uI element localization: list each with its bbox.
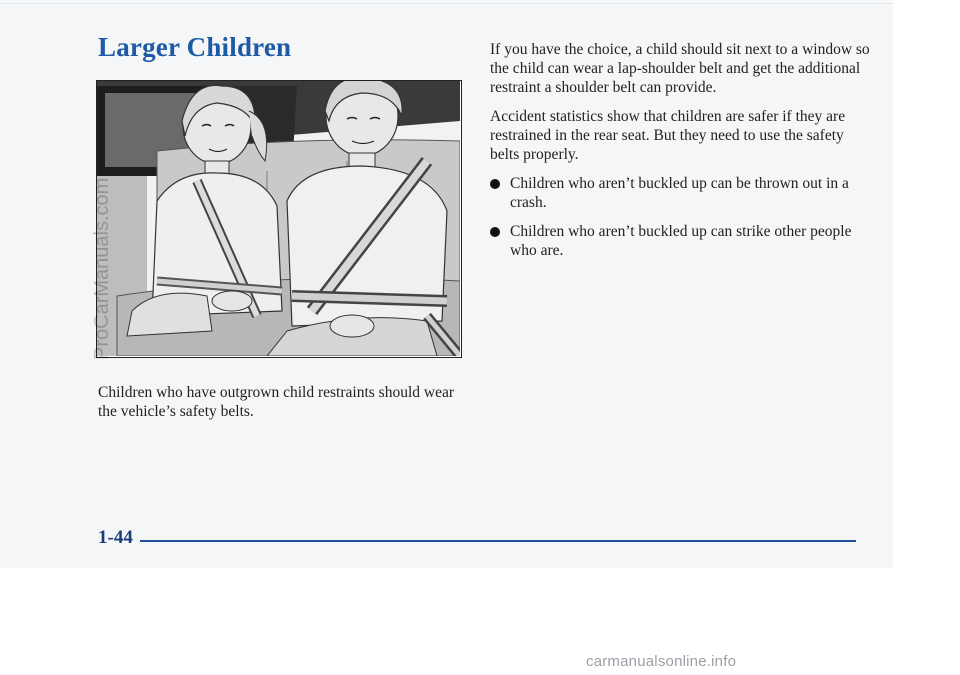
bullet-text: Children who aren’t buckled up can strike other people who are. (510, 223, 852, 259)
paragraph-window-seat: If you have the choice, a child should sit next to a window so the child can wear a lap-shoulder belt and get the additional restraint a shoulder belt can provide. (490, 41, 870, 96)
right-column (490, 40, 870, 270)
bullet-text: Children who aren’t buckled up can be thrown out in a crash. (510, 175, 849, 211)
footer-divider (140, 540, 856, 542)
bullet-icon (490, 227, 500, 237)
side-watermark: ProCarManuals.com (91, 177, 113, 360)
bullet-list (490, 174, 870, 260)
figure-caption: Children who have outgrown child restraints should wear the vehicle’s safety belts. (98, 384, 454, 420)
list-item (490, 222, 870, 260)
top-divider (0, 3, 893, 4)
page-title: Larger Children (98, 32, 292, 62)
bottom-watermark: carmanualsonline.info (586, 653, 737, 670)
list-item (490, 174, 870, 212)
paragraph-accident-statistics: Accident statistics show that children are safer if they are restrained in the rear seat. But they need to use the safety belts properly. (490, 108, 846, 163)
bullet-icon (490, 179, 500, 189)
page-number: 1-44 (98, 527, 133, 548)
children-seatbelt-illustration (96, 80, 462, 358)
